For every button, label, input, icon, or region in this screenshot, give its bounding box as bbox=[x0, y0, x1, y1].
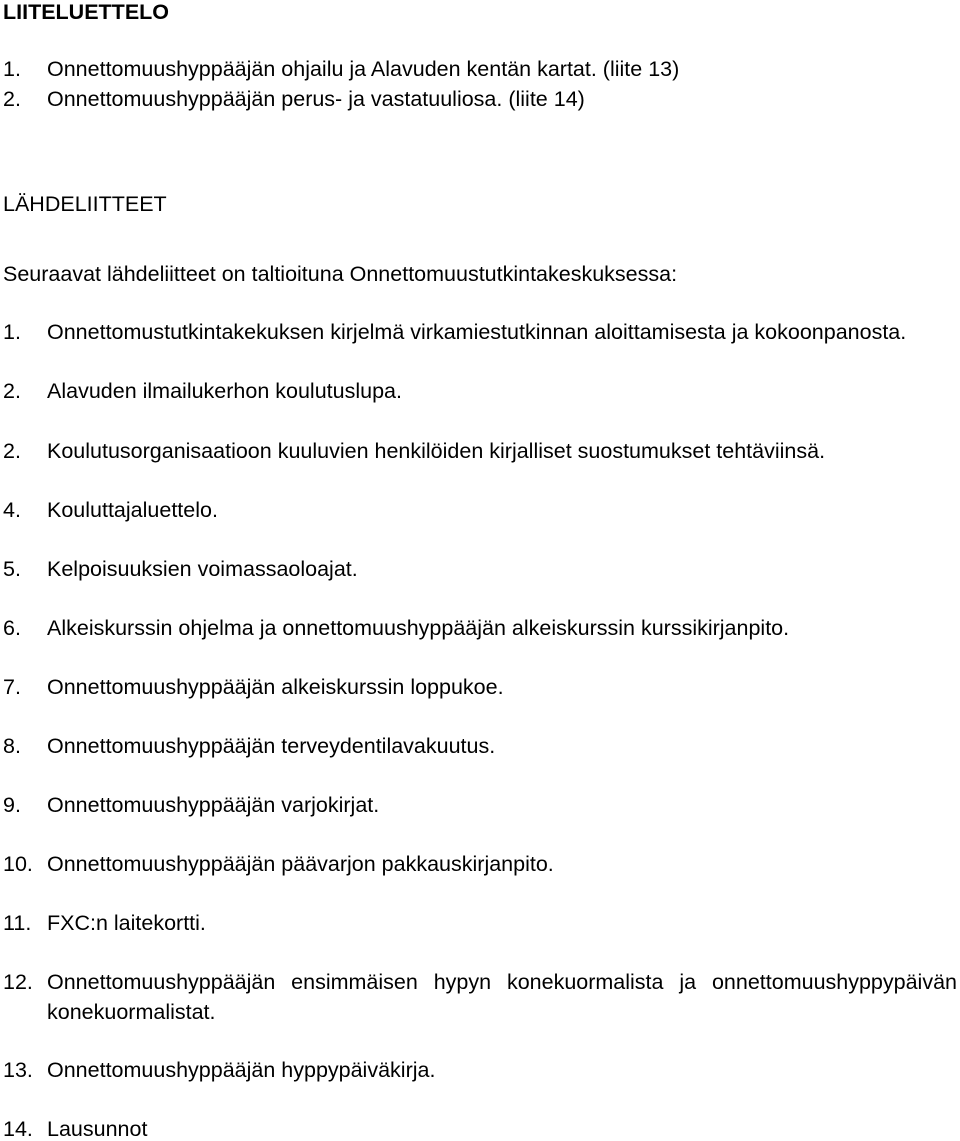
item-text: Kouluttajaluettelo. bbox=[47, 498, 218, 522]
item-number: 2. bbox=[3, 439, 21, 463]
item-number: 8. bbox=[3, 734, 21, 758]
item-number: 4. bbox=[3, 498, 21, 522]
item-number: 5. bbox=[3, 557, 21, 581]
item-text: Alkeiskurssin ohjelma ja onnettomuushyppääjän alkeiskurssin kurssikirjanpito. bbox=[47, 616, 790, 640]
item-text: Onnettomuushyppääjän perus- ja vastatuuliosa. (liite 14) bbox=[47, 87, 585, 111]
item-text: Onnettomuushyppääjän varjokirjat. bbox=[47, 793, 380, 817]
item-number: 11. bbox=[3, 911, 32, 935]
attachments-heading: LIITELUETTELO bbox=[3, 0, 170, 24]
item-text: Onnettomuushyppääjän ohjailu ja Alavuden kentän kartat. (liite 13) bbox=[47, 57, 680, 81]
item-text: FXC:n laitekortti. bbox=[47, 911, 206, 935]
item-text: Onnettomustutkintakekuksen kirjelmä virkamiestutkinnan aloittamisesta ja kokoonpanosta. bbox=[47, 320, 907, 344]
item-text: Onnettomuushyppääjän hyppypäiväkirja. bbox=[47, 1058, 436, 1082]
item-number: 1. bbox=[3, 57, 21, 81]
item-number: 13. bbox=[3, 1058, 33, 1082]
item-number: 2. bbox=[3, 379, 21, 403]
source-item-text-12-continued: konekuormalistat. bbox=[47, 1000, 216, 1024]
source-item-text-12: Onnettomuushyppääjän ensimmäisen hypyn konekuormalista ja onnettomuushyppypäivän bbox=[47, 970, 957, 994]
item-number: 10. bbox=[3, 852, 33, 876]
item-number: 12. bbox=[3, 970, 33, 994]
item-text: Koulutusorganisaatioon kuuluvien henkilöiden kirjalliset suostumukset tehtäviinsä. bbox=[47, 439, 826, 463]
item-text: Onnettomuushyppääjän päävarjon pakkauskirjanpito. bbox=[47, 852, 554, 876]
item-number: 7. bbox=[3, 675, 21, 699]
item-text: Onnettomuushyppääjän terveydentilavakuutus. bbox=[47, 734, 496, 758]
sources-intro: Seuraavat lähdeliitteet on taltioituna Onnettomuustutkintakeskuksessa: bbox=[3, 262, 678, 286]
item-number: 2. bbox=[3, 87, 21, 111]
item-number: 14. bbox=[3, 1117, 33, 1141]
item-text: Lausunnot bbox=[47, 1117, 148, 1141]
item-number: 9. bbox=[3, 793, 21, 817]
item-number: 1. bbox=[3, 320, 21, 344]
item-text: Kelpoisuuksien voimassaoloajat. bbox=[47, 557, 358, 581]
item-text: Alavuden ilmailukerhon koulutuslupa. bbox=[47, 379, 402, 403]
sources-heading: LÄHDELIITTEET bbox=[3, 192, 167, 216]
item-number: 6. bbox=[3, 616, 21, 640]
item-text: Onnettomuushyppääjän alkeiskurssin loppukoe. bbox=[47, 675, 504, 699]
